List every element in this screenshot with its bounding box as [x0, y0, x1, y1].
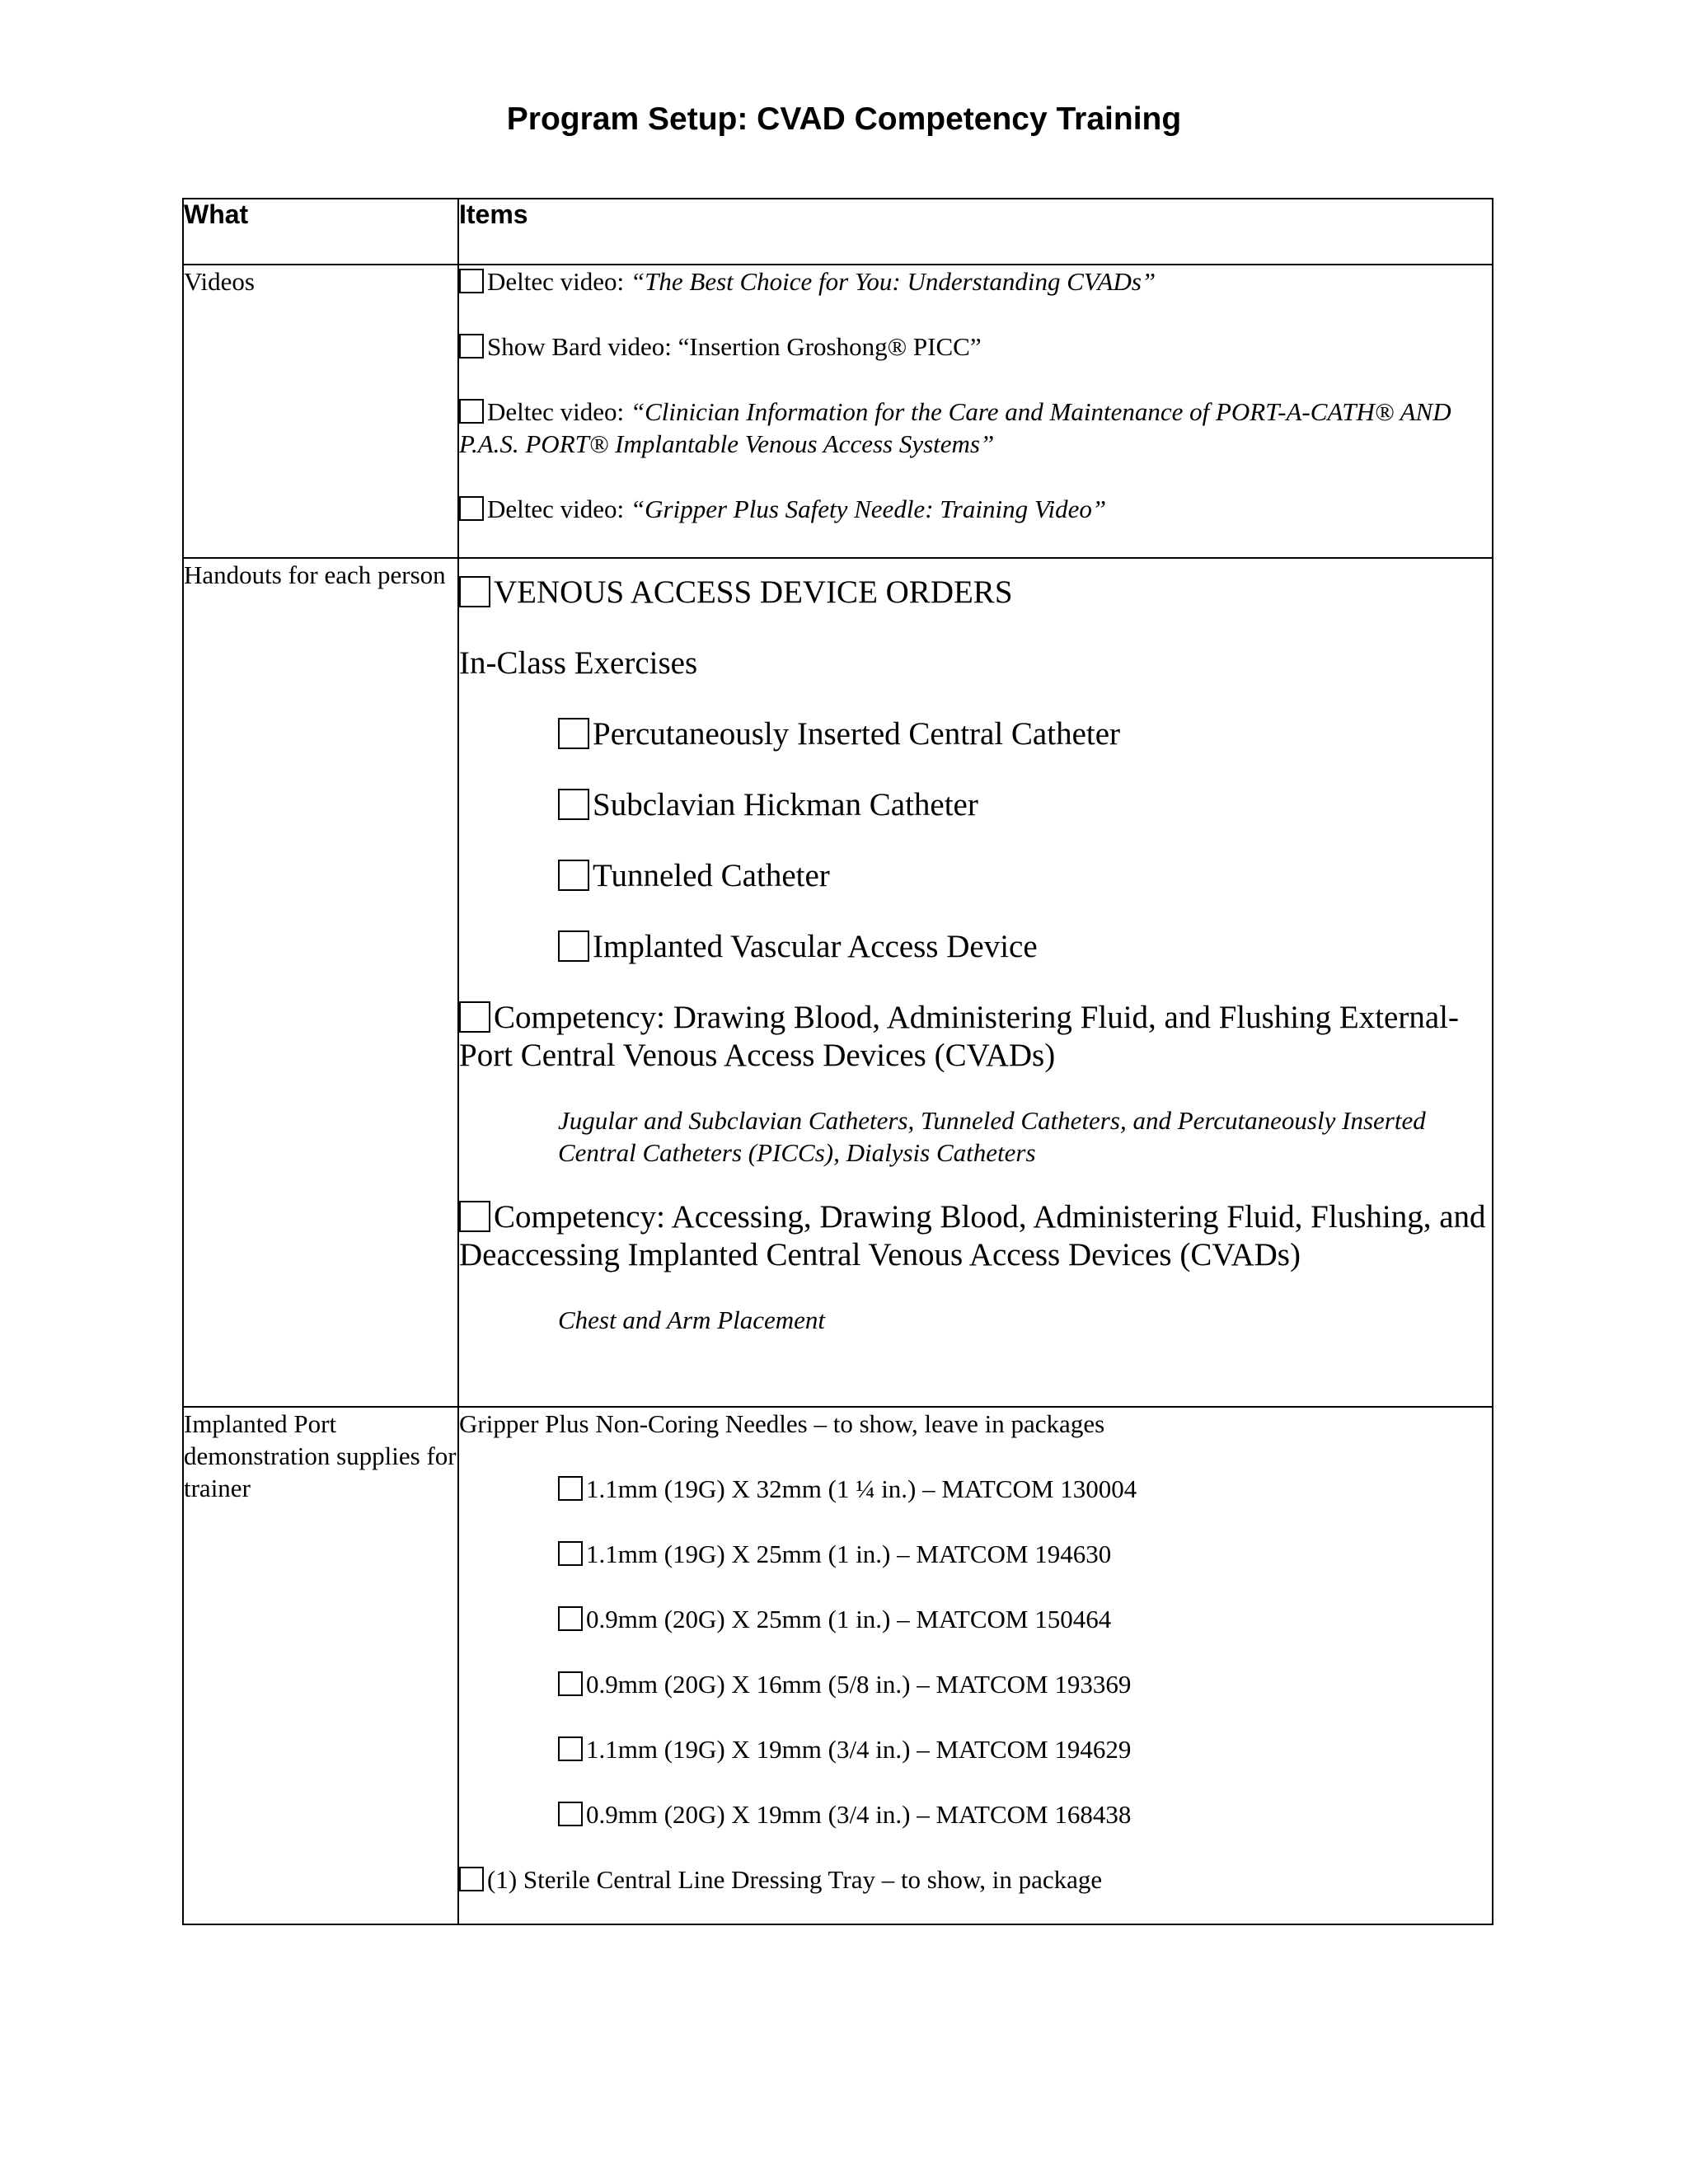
- video-title: “Clinician Information for the Care and Maintenance of PORT-A-CATH® AND P.A.S. PORT® Implantable Venous Access Systems”: [459, 397, 1451, 458]
- dressing-tray-item: (1) Sterile Central Line Dressing Tray – to show, in package: [459, 1863, 1492, 1896]
- needle-item: 0.9mm (20G) X 25mm (1 in.) – MATCOM 150464: [459, 1603, 1492, 1635]
- header-items: Items: [458, 199, 1493, 265]
- checkbox[interactable]: [459, 496, 484, 521]
- checkbox[interactable]: [558, 1476, 583, 1501]
- checkbox[interactable]: [459, 1001, 490, 1033]
- video-item: Show Bard video: “Insertion Groshong® PICC”: [459, 330, 1492, 363]
- checkbox[interactable]: [558, 718, 589, 749]
- video-title: “The Best Choice for You: Understanding CVADs”: [630, 267, 1156, 296]
- video-item: Deltec video: “The Best Choice for You: Understanding CVADs”: [459, 265, 1492, 298]
- handouts-row: [183, 558, 1493, 1407]
- competency-implanted-item: Competency: Accessing, Drawing Blood, Administering Fluid, Flushing, and Deaccessing Implanted Central Venous Access Devices (CVADs): [459, 1199, 1486, 1272]
- videos-label: Videos: [183, 265, 458, 558]
- checkbox[interactable]: [558, 1606, 583, 1631]
- setup-table: [182, 198, 1493, 1925]
- checkbox[interactable]: [459, 334, 484, 359]
- handouts-items: [458, 558, 1493, 1407]
- needle-item: 0.9mm (20G) X 16mm (5/8 in.) – MATCOM 193369: [459, 1668, 1492, 1700]
- checkbox[interactable]: [558, 1541, 583, 1566]
- needle-item: 1.1mm (19G) X 25mm (1 in.) – MATCOM 194630: [459, 1538, 1492, 1570]
- needles-heading: Gripper Plus Non-Coring Needles – to show, leave in packages: [459, 1409, 1105, 1438]
- exercise-item: Implanted Vascular Access Device: [459, 928, 1492, 966]
- checkbox[interactable]: [459, 1201, 490, 1232]
- checkbox[interactable]: [558, 860, 589, 891]
- checkbox[interactable]: [459, 576, 490, 607]
- checkbox[interactable]: [459, 399, 484, 424]
- checkbox[interactable]: [558, 930, 589, 962]
- competency-external-item: Competency: Drawing Blood, Administering Fluid, and Flushing External-Port Central Venous Access Devices (CVADs): [459, 1000, 1459, 1073]
- header-row: [183, 199, 1493, 265]
- checkbox[interactable]: [558, 1671, 583, 1696]
- exercise-item: Tunneled Catheter: [459, 857, 1492, 895]
- page-title: Program Setup: CVAD Competency Training: [506, 101, 1182, 137]
- supplies-items: [458, 1407, 1493, 1924]
- video-item: Deltec video: “Gripper Plus Safety Needle: Training Video”: [459, 493, 1492, 525]
- orders-item: VENOUS ACCESS DEVICE ORDERS: [459, 574, 1492, 612]
- competency-implanted-note: Chest and Arm Placement: [558, 1305, 826, 1334]
- video-title: “Insertion Groshong® PICC”: [678, 332, 982, 361]
- exercise-item: Subclavian Hickman Catheter: [459, 786, 1492, 824]
- needle-item: 1.1mm (19G) X 32mm (1 ¼ in.) – MATCOM 130004: [459, 1473, 1492, 1505]
- videos-items: [458, 265, 1493, 558]
- needle-item: 1.1mm (19G) X 19mm (3/4 in.) – MATCOM 194629: [459, 1733, 1492, 1765]
- supplies-label: Implanted Port demonstration supplies for trainer: [183, 1407, 458, 1924]
- videos-row: [183, 265, 1493, 558]
- competency-external-note: Jugular and Subclavian Catheters, Tunneled Catheters, and Percutaneously Inserted Central Catheters (PICCs), Dialysis Catheters: [558, 1106, 1426, 1167]
- header-what: What: [183, 199, 458, 265]
- exercises-heading: In-Class Exercises: [459, 645, 698, 681]
- supplies-row: [183, 1407, 1493, 1924]
- video-title: “Gripper Plus Safety Needle: Training Video”: [630, 494, 1107, 523]
- checkbox[interactable]: [459, 269, 484, 293]
- needle-item: 0.9mm (20G) X 19mm (3/4 in.) – MATCOM 168438: [459, 1798, 1492, 1830]
- checkbox[interactable]: [558, 1736, 583, 1761]
- handouts-label: Handouts for each person: [183, 558, 458, 1407]
- video-item: Deltec video: “Clinician Information for the Care and Maintenance of PORT-A-CATH® AND P.A.S. PORT® Implantable Venous Access Systems”: [459, 397, 1451, 458]
- checkbox[interactable]: [558, 1802, 583, 1826]
- checkbox[interactable]: [459, 1867, 484, 1891]
- checkbox[interactable]: [558, 789, 589, 820]
- exercise-item: Percutaneously Inserted Central Catheter: [459, 715, 1492, 753]
